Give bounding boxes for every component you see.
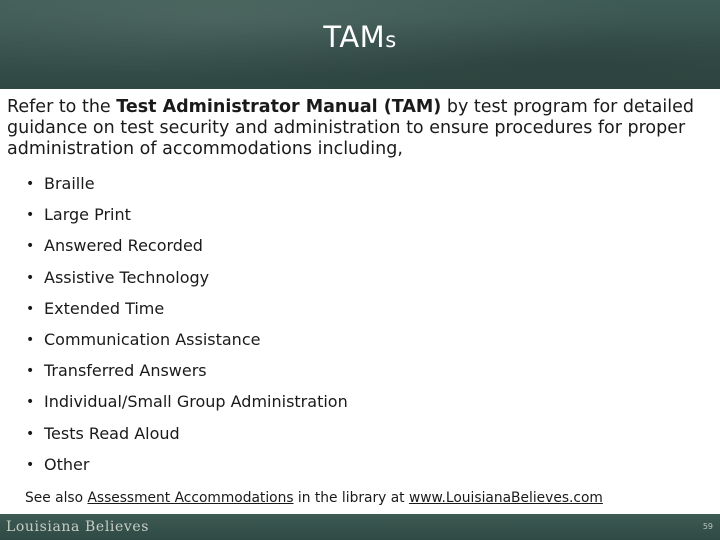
list-item-label: Transferred Answers [44, 361, 207, 381]
bullet-icon: • [26, 269, 35, 286]
chalkboard-header [0, 0, 720, 89]
list-item-label: Tests Read Aloud [44, 423, 180, 443]
bullet-icon: • [26, 300, 35, 317]
slide-title [0, 20, 720, 54]
list-item-label: Answered Recorded [44, 236, 203, 256]
louisiana-believes-website-link[interactable]: www.LouisianaBelieves.com [408, 490, 603, 506]
bullet-icon: • [26, 176, 35, 192]
intro-bold-manual: Test Administrator Manual (TAM) [116, 97, 442, 117]
bullet-icon: • [26, 363, 35, 380]
list-item-label: Individual/Small Group Administration [44, 392, 348, 412]
assessment-accommodations-link[interactable]: Assessment Accommodations [87, 490, 294, 506]
list-item-label: Communication Assistance [44, 329, 261, 349]
bullet-icon: • [26, 207, 35, 224]
footer-brand: Louisiana Believes [6, 519, 150, 535]
intro-before: Refer to the [7, 97, 117, 117]
see-also-note [25, 490, 715, 506]
bullet-icon: • [26, 394, 35, 411]
title-suffix: s [385, 28, 397, 52]
footer-bar [0, 514, 720, 540]
intro-paragraph [7, 97, 713, 160]
bullet-icon: • [26, 331, 35, 348]
list-item-label: Large Print [44, 205, 131, 225]
list-item-label: Extended Time [44, 298, 165, 318]
bullet-icon: • [26, 238, 35, 255]
bullet-icon: • [26, 425, 35, 442]
bullet-icon: • [26, 456, 35, 473]
see-also-prefix: See also [25, 490, 88, 506]
title-main: TAM [323, 20, 386, 54]
intro-after: by test program for detailed guidance on test security and administration to ensure procedures for proper administration of accommodations including, [7, 97, 694, 159]
list-item-label: Braille [44, 174, 95, 193]
page-number: 59 [702, 522, 713, 531]
list-item-label: Other [44, 454, 90, 474]
list-item-label: Assistive Technology [44, 267, 210, 287]
see-also-middle: in the library at [293, 490, 409, 506]
